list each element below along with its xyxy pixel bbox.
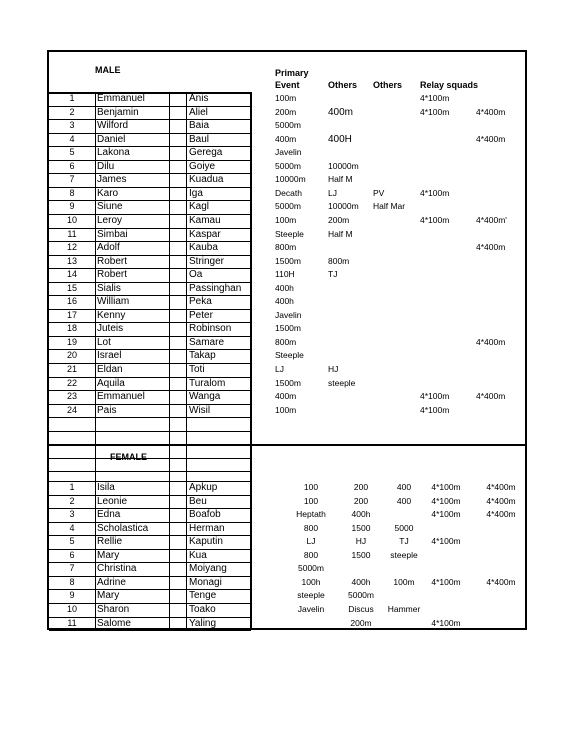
- primary-event: 100m: [275, 404, 297, 415]
- first-name: Robert: [97, 255, 128, 267]
- first-name: Adolf: [97, 242, 120, 254]
- primary-event: 5000m: [275, 160, 301, 171]
- first-name: William: [97, 296, 130, 308]
- first-name: Siune: [97, 201, 123, 213]
- row-number: 5: [69, 536, 75, 547]
- other-event-1: Half M: [328, 228, 353, 239]
- first-name: Salome: [97, 617, 131, 629]
- female-event-3: Hammer: [387, 603, 421, 614]
- relay-4x400: 4*400m: [476, 106, 506, 117]
- first-name: Pais: [97, 404, 117, 416]
- last-name: Kauba: [189, 242, 218, 254]
- primary-event: 800m: [275, 242, 297, 253]
- row-rule: [49, 458, 251, 459]
- female-event-1: Javelin: [297, 603, 325, 614]
- other-event-1: 200m: [328, 214, 350, 225]
- row-number: 4: [69, 522, 75, 533]
- relay-4x400: 4*400m: [476, 133, 506, 144]
- other-event-1: 800m: [328, 255, 350, 266]
- row-number: 23: [66, 391, 77, 402]
- primary-event: 5000m: [275, 120, 301, 131]
- row-rule: [49, 417, 251, 418]
- row-number: 12: [66, 242, 77, 253]
- last-name: Tenge: [189, 590, 217, 602]
- female-event-1: steeple: [297, 590, 325, 601]
- female-event-3: 100m: [393, 576, 415, 587]
- relay-4x400: 4*400m: [476, 242, 506, 253]
- female-event-2: HJ: [355, 536, 367, 547]
- first-name: Emmanuel: [97, 391, 145, 403]
- last-name: Kamau: [189, 214, 221, 226]
- female-event-4: 4*100m: [431, 509, 461, 520]
- last-name: Kua: [189, 549, 207, 561]
- first-name: Juteis: [97, 323, 124, 335]
- relay-4x100: 4*100m: [420, 214, 450, 225]
- last-name: Wisil: [189, 404, 211, 416]
- row-number: 4: [69, 133, 75, 144]
- female-event-1: 100h: [301, 576, 321, 587]
- female-event-2: 1500: [351, 549, 371, 560]
- first-name: Scholastica: [97, 522, 149, 534]
- other-event-1: LJ: [328, 187, 337, 198]
- first-name: Robert: [97, 269, 128, 281]
- last-name: Peter: [189, 309, 213, 321]
- row-number: 22: [66, 377, 77, 388]
- first-name: Lot: [97, 336, 111, 348]
- first-name: Sharon: [97, 603, 130, 615]
- first-name: Kenny: [97, 309, 126, 321]
- row-number: 7: [69, 563, 75, 574]
- other-event-1: Half M: [328, 174, 353, 185]
- row-rule: [49, 630, 251, 631]
- last-name: Kaputin: [189, 536, 223, 548]
- other-event-1: steeple: [328, 377, 356, 388]
- first-name: Karo: [97, 187, 119, 199]
- row-number: 21: [66, 364, 77, 374]
- row-number: 9: [69, 201, 75, 212]
- last-name: Apkup: [189, 482, 218, 493]
- row-number: 10: [66, 603, 77, 614]
- first-name: Mary: [97, 590, 120, 602]
- relay-4x100: 4*100m: [420, 93, 450, 103]
- primary-event: Javelin: [275, 309, 302, 320]
- female-event-5: 4*400m: [486, 495, 516, 506]
- primary-event: Javelin: [275, 147, 302, 158]
- primary-event: 1500m: [275, 255, 301, 266]
- last-name: Monagi: [189, 576, 222, 588]
- last-name: Peka: [189, 296, 212, 308]
- first-name: Edna: [97, 509, 121, 521]
- primary-event: Steeple: [275, 350, 304, 361]
- female-event-4: 4*100m: [431, 536, 461, 547]
- last-name: Kagl: [189, 201, 210, 213]
- first-name: Daniel: [97, 133, 126, 145]
- primary-event: 400m: [275, 133, 297, 144]
- primary-event: 200m: [275, 106, 297, 117]
- first-name: Simbai: [97, 228, 128, 240]
- row-number: 19: [66, 336, 77, 347]
- female-event-2: 200: [353, 495, 369, 506]
- last-name: Yaling: [189, 617, 217, 629]
- last-name: Beu: [189, 495, 207, 507]
- row-number: 3: [69, 120, 75, 131]
- primary-event: 400h: [275, 282, 294, 293]
- primary-event: 110H: [275, 269, 295, 280]
- female-event-3: 400: [396, 482, 412, 492]
- last-name: Goiye: [189, 160, 216, 172]
- row-number: 13: [66, 255, 77, 266]
- row-number: 7: [69, 174, 75, 185]
- row-number: 5: [69, 147, 75, 158]
- first-name: Benjamin: [97, 106, 139, 118]
- row-rule: [49, 471, 251, 472]
- last-name: Baul: [189, 133, 210, 145]
- female-event-1: 100: [303, 495, 319, 506]
- primary-event: 400m: [275, 391, 297, 402]
- female-event-1: 5000m: [298, 563, 324, 574]
- row-number: 11: [67, 617, 77, 628]
- last-name: Boafob: [189, 509, 221, 521]
- row-number: 9: [69, 590, 75, 601]
- other-event-1: 400H: [328, 133, 352, 145]
- female-event-4: 4*100m: [431, 617, 461, 628]
- primary-event: 100m: [275, 214, 297, 225]
- female-event-2: 200: [353, 482, 369, 492]
- female-event-1: 800: [303, 522, 319, 533]
- female-event-3: 5000: [394, 522, 414, 533]
- female-event-2: 400h: [351, 576, 371, 587]
- first-name: Mary: [97, 549, 120, 561]
- row-number: 1: [69, 93, 75, 103]
- row-number: 17: [66, 309, 77, 320]
- other-event-1: 400m: [328, 106, 354, 118]
- last-name: Samare: [189, 336, 225, 348]
- other-event-1: 10000m: [328, 160, 359, 171]
- row-rule: [49, 444, 251, 445]
- last-name: Takap: [189, 350, 216, 362]
- first-name: Wilford: [97, 120, 129, 132]
- relay-4x100: 4*100m: [420, 404, 450, 415]
- relay-4x400: 4*400m: [476, 391, 506, 402]
- row-number: 11: [67, 228, 77, 239]
- female-event-2: 5000m: [348, 590, 374, 601]
- row-number: 3: [69, 509, 75, 520]
- last-name: Iga: [189, 187, 203, 199]
- header-relay-squads: Relay squads: [420, 80, 479, 90]
- primary-event: Decath: [275, 187, 302, 198]
- first-name: Christina: [97, 563, 137, 575]
- header-others-2: Others: [373, 80, 403, 90]
- last-name: Passinghan: [189, 282, 242, 294]
- row-number: 16: [66, 296, 77, 307]
- female-event-1: Heptath: [296, 509, 326, 520]
- row-number: 8: [69, 187, 75, 198]
- last-name: Kaspar: [189, 228, 221, 240]
- team-roster-sheet: [47, 50, 527, 630]
- other-event-1: HJ: [328, 364, 339, 374]
- primary-event: 400h: [275, 296, 294, 307]
- last-name: Wanga: [189, 391, 221, 403]
- female-event-2: 400h: [351, 509, 371, 520]
- first-name: Sialis: [97, 282, 121, 294]
- last-name: Turalom: [189, 377, 226, 389]
- first-name: Lakona: [97, 147, 130, 159]
- female-event-1: 800: [303, 549, 319, 560]
- row-number: 6: [69, 160, 75, 171]
- primary-event: 10000m: [275, 174, 306, 185]
- first-name: Aquila: [97, 377, 125, 389]
- first-name: James: [97, 174, 127, 186]
- first-name: Leonie: [97, 495, 128, 507]
- primary-event: LJ: [275, 364, 284, 374]
- primary-event: 1500m: [275, 377, 301, 388]
- female-event-5: 4*400m: [486, 576, 516, 587]
- female-event-4: 4*100m: [431, 482, 461, 492]
- first-name: Leroy: [97, 214, 123, 226]
- relay-4x400: 4*400m: [476, 336, 506, 347]
- first-name: Emmanuel: [97, 93, 145, 104]
- female-event-3: steeple: [390, 549, 418, 560]
- relay-4x100: 4*100m: [420, 106, 450, 117]
- row-number: 1: [69, 482, 75, 492]
- primary-event: 5000m: [275, 201, 301, 212]
- row-number: 15: [66, 282, 77, 293]
- female-event-2: 200m: [350, 617, 372, 628]
- female-event-1: LJ: [306, 536, 316, 547]
- last-name: Toako: [189, 603, 216, 615]
- female-event-2: Discus: [348, 603, 374, 614]
- first-name: Eldan: [97, 364, 123, 375]
- row-number: 2: [69, 106, 75, 117]
- relay-4x100: 4*100m: [420, 391, 450, 402]
- last-name: Toti: [189, 364, 205, 375]
- female-event-3: 400: [396, 495, 412, 506]
- last-name: Moiyang: [189, 563, 227, 575]
- female-event-2: 1500: [351, 522, 371, 533]
- last-name: Stringer: [189, 255, 225, 267]
- other-event-1: TJ: [328, 269, 338, 280]
- other-event-2: Half Mar: [373, 201, 406, 212]
- header-primary-line1: Primary: [275, 68, 309, 78]
- row-number: 20: [66, 350, 77, 361]
- header-others-1: Others: [328, 80, 358, 90]
- first-name: Rellie: [97, 536, 123, 548]
- last-name: Aliel: [189, 106, 208, 118]
- other-event-1: 10000m: [328, 201, 359, 212]
- relay-4x100: 4*100m: [420, 187, 450, 198]
- row-number: 18: [66, 323, 77, 334]
- relay-4x400: 4*400m': [476, 214, 507, 225]
- other-event-2: PV: [373, 187, 385, 198]
- last-name: Kuadua: [189, 174, 224, 186]
- female-event-5: 4*400m: [486, 509, 516, 520]
- last-name: Anis: [189, 93, 209, 104]
- last-name: Oa: [189, 269, 203, 281]
- row-number: 24: [66, 404, 77, 415]
- first-name: Israel: [97, 350, 122, 362]
- last-name: Herman: [189, 522, 225, 534]
- last-name: Gerega: [189, 147, 223, 159]
- primary-event: 800m: [275, 336, 297, 347]
- row-number: 8: [69, 576, 75, 587]
- first-name: Dilu: [97, 160, 115, 172]
- primary-event: Steeple: [275, 228, 304, 239]
- female-event-1: 100: [303, 482, 319, 492]
- row-number: 14: [66, 269, 77, 280]
- row-number: 6: [69, 549, 75, 560]
- row-number: 2: [69, 495, 75, 506]
- female-event-4: 4*100m: [431, 576, 461, 587]
- female-event-3: TJ: [399, 536, 409, 547]
- primary-event: 100m: [275, 93, 297, 103]
- male-section-title: MALE: [95, 65, 121, 75]
- row-number: 10: [66, 214, 77, 225]
- primary-event: 1500m: [275, 323, 301, 334]
- female-event-5: 4*400m: [486, 482, 516, 492]
- first-name: Adrine: [97, 576, 126, 588]
- last-name: Baia: [189, 120, 210, 132]
- last-name: Robinson: [189, 323, 232, 335]
- header-primary-line2: Event: [275, 80, 300, 90]
- row-rule: [49, 431, 251, 432]
- female-event-4: 4*100m: [431, 495, 461, 506]
- first-name: Isila: [97, 482, 115, 493]
